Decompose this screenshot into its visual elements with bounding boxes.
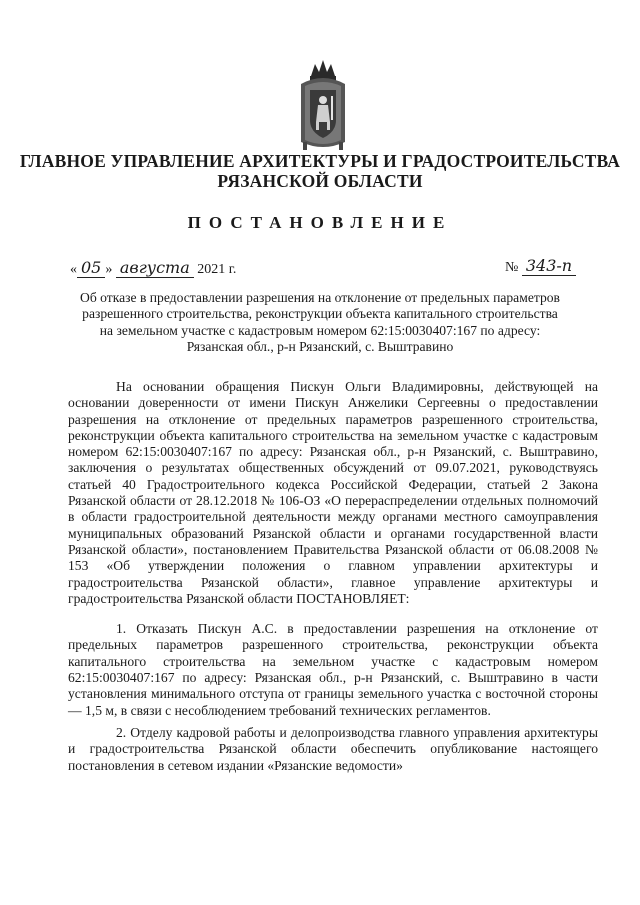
document-body xyxy=(68,379,598,774)
coat-of-arms-emblem xyxy=(295,58,351,154)
number-prefix: № xyxy=(505,260,519,275)
date-year: 2021 г. xyxy=(197,262,237,277)
document-date xyxy=(70,258,236,278)
date-open-quote: « xyxy=(70,262,77,277)
subject-line: Об отказе в предоставлении разрешения на отклонение от предельных параметров xyxy=(80,290,560,305)
subject-line: Рязанская обл., р-н Рязанский, с. Выштравино xyxy=(186,338,454,354)
number-value: 343-п xyxy=(522,256,576,276)
document-type-title: ПОСТАНОВЛЕНИЕ xyxy=(187,213,453,232)
document-number xyxy=(505,256,576,276)
date-month: августа xyxy=(116,258,194,278)
decision-item-2: 2. Отделу кадровой работы и делопроизводства главного управления архитектуры и градостроительства Рязанской области обеспечить опубликование настоящего постановления в сетевом издании «Рязанские ведомости» xyxy=(68,724,598,773)
document-subject xyxy=(60,290,580,355)
subject-line: разрешенного строительства, реконструкции объекта капитального строительства xyxy=(82,306,558,322)
org-name-line2: РЯЗАНСКОЙ ОБЛАСТИ xyxy=(217,171,423,191)
org-name-line1: ГЛАВНОЕ УПРАВЛЕНИЕ АРХИТЕКТУРЫ И ГРАДОСТРОИТЕЛЬСТВА xyxy=(19,151,621,171)
date-day: 05 xyxy=(77,258,105,278)
preamble-paragraph: На основании обращения Пискун Ольги Владимировны, действующей на основании доверенности от имени Пискун Анжелики Сергеевны о предоставлении разрешения на отклонение от предельных параметров разрешенного строительства, реконструкции объекта капитального строительства на земельном участке с кадастровым номером 62:15:0030407:167 по адресу: Рязанская обл., р-н Рязанский, с. Выштравино, заключения о результатах общественных обсуждений от 09.07.2021, руководствуясь статьей 40 Градостроительного кодекса Российской Федерации, статьей 2 Закона Рязанской области от 28.12.2018 № 106-ОЗ «О перераспределении отдельных полномочий в области градостроительной деятельности между органами местного самоуправления муниципальных образований Рязанской области и органами государственной власти Рязанской области», постановлением Правительства Рязанской области от 06.08.2008 № 153 «Об утверждении положения о главном управлении архитектуры и градостроительства Рязанской области», главное управление архитектуры и градостроительства Рязанской области ПОСТАНОВЛЯЕТ: xyxy=(68,379,598,606)
subject-line: на земельном участке с кадастровым номером 62:15:0030407:167 по адресу: xyxy=(99,322,541,338)
decision-item-1: 1. Отказать Пискун А.С. в предоставлении разрешения на отклонение от предельных параметров разрешенного строительства, реконструкции объекта капитального строительства на земельном участке с кадастровым номером 62:15:0030407:167 по адресу: Рязанская обл., р-н Рязанский, с. Выштравино в части установления минимального отступа от границы земельного участка с восточной стороны — 1,5 м, в связи с несоблюдением требований технических регламентов. xyxy=(68,621,598,718)
date-close-quote: » xyxy=(105,262,113,277)
